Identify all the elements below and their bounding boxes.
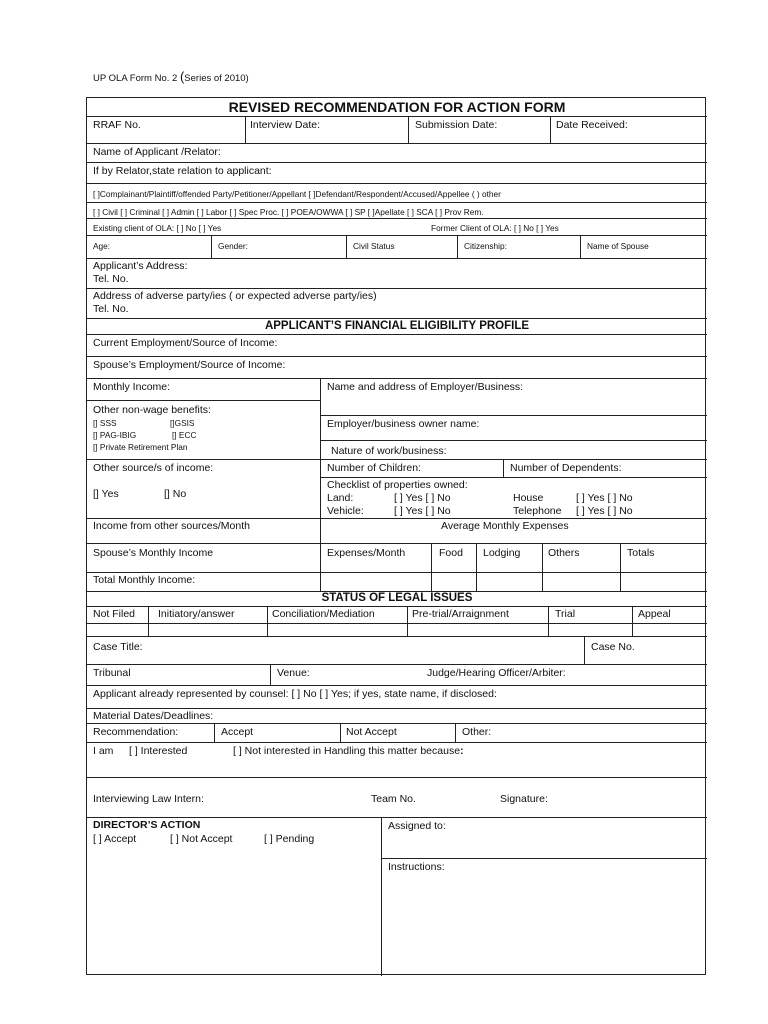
land-label: Land: (327, 492, 354, 504)
expenses-month-label: Expenses/Month (327, 547, 406, 559)
form-number-header (93, 69, 249, 84)
rule (87, 723, 707, 724)
rule (87, 202, 707, 203)
house-label: House (513, 492, 544, 504)
conciliation-column: Conciliation/Mediation (272, 608, 375, 620)
existing-client-checkboxes[interactable]: Existing client of OLA: [ ] No [ ] Yes (93, 223, 222, 233)
interviewing-intern-field[interactable]: Interviewing Law Intern: (93, 793, 204, 805)
instructions-field[interactable]: Instructions: (388, 861, 445, 873)
director-accept-checkbox[interactable]: [ ] Accept (93, 833, 137, 845)
form-title: REVISED RECOMMENDATION FOR ACTION FORM (228, 99, 566, 115)
current-employment-field[interactable]: Current Employment/Source of Income: (93, 337, 278, 349)
house-options[interactable]: [ ] Yes [ ] No (576, 492, 633, 504)
nonwage-label: Other non-wage benefits: (93, 404, 211, 416)
directors-action-heading: DIRECTOR’S ACTION (93, 819, 201, 831)
rule (87, 116, 707, 117)
other-sources-no[interactable]: [] No (164, 488, 187, 500)
rule (381, 817, 382, 976)
applicant-address-field[interactable]: Applicant’s Address: (93, 260, 188, 272)
rule (408, 116, 409, 143)
rule (476, 543, 477, 591)
others-column: Others (548, 547, 580, 559)
rule (87, 742, 707, 743)
rule (87, 288, 707, 289)
rule (320, 440, 707, 441)
counsel-represented-field[interactable]: Applicant already represented by counsel: [ ] No [ ] Yes; if yes, state name, if disclosed: (93, 688, 497, 700)
applicant-tel-field[interactable]: Tel. No. (93, 273, 129, 285)
rule (87, 183, 707, 184)
rule (620, 543, 621, 591)
rule (381, 858, 707, 859)
rule (87, 636, 707, 637)
rule (270, 664, 271, 685)
rule (214, 723, 215, 742)
form-number: UP OLA Form No. 2 (93, 73, 178, 84)
form-series-paren: ( (179, 69, 185, 84)
party-role-checkboxes[interactable]: [ ]Complainant/Plaintiff/offended Party/Petitioner/Appellant [ ]Defendant/Respondent/Accused/Appellee ( ) other (93, 189, 501, 199)
rule (407, 606, 408, 636)
rule (211, 235, 212, 258)
rule (87, 664, 707, 665)
recommendation-label: Recommendation: (93, 726, 179, 738)
adverse-tel-field[interactable]: Tel. No. (93, 303, 129, 315)
assigned-to-field[interactable]: Assigned to: (388, 820, 446, 832)
form-series: Series of 2010) (184, 73, 249, 84)
material-dates-field[interactable]: Material Dates/Deadlines: (93, 710, 214, 722)
rule (550, 116, 551, 143)
tribunal-field[interactable]: Tribunal (93, 667, 131, 679)
recommendation-form (86, 97, 706, 975)
recommend-accept-option[interactable]: Accept (221, 726, 254, 738)
rule (87, 356, 707, 357)
properties-checklist-label: Checklist of properties owned: (327, 479, 468, 491)
spouse-employment-field[interactable]: Spouse’s Employment/Source of Income: (93, 359, 286, 371)
i-am-label: I am (93, 745, 114, 757)
case-no-field[interactable]: Case No. (591, 641, 635, 653)
rule (245, 116, 246, 143)
director-not-accept-checkbox[interactable]: [ ] Not Accept (170, 833, 233, 845)
rule (148, 606, 149, 636)
rule (87, 685, 707, 686)
rule (87, 318, 707, 319)
employer-address-field[interactable]: Name and address of Employer/Business: (327, 381, 524, 393)
gsis-checkbox[interactable]: []GSIS (170, 418, 195, 428)
rule (320, 477, 707, 478)
rule (87, 235, 707, 236)
rule (320, 415, 707, 416)
ecc-checkbox[interactable]: [] ECC (172, 430, 197, 440)
rule (87, 777, 707, 778)
rule (87, 623, 707, 624)
case-type-checkboxes[interactable]: [ ] Civil [ ] Criminal [ ] Admin [ ] Labor [ ] Spec Proc. [ ] POEA/OWWA [ ] SP [ ]Apellate [ ] SCA [ ] Prov Rem. (93, 207, 484, 217)
civil-status-field[interactable]: Civil Status (353, 241, 395, 251)
employer-owner-field[interactable]: Employer/business owner name: (327, 418, 480, 430)
former-client-checkboxes[interactable]: Former Client of OLA: [ ] No [ ] Yes (431, 223, 559, 233)
gender-field[interactable]: Gender: (218, 241, 248, 251)
rule (548, 606, 549, 636)
rule (542, 543, 543, 591)
director-pending-checkbox[interactable]: [ ] Pending (264, 833, 315, 845)
rule (431, 543, 432, 591)
submission-date-field[interactable]: Submission Date: (415, 119, 498, 131)
not-interested-colon: : (460, 745, 464, 757)
other-sources-yes[interactable]: [] Yes (93, 488, 119, 500)
rule (87, 334, 707, 335)
interview-date-field[interactable]: Interview Date: (250, 119, 321, 131)
financial-profile-heading: APPLICANT’S FINANCIAL ELIGIBILITY PROFILE (264, 320, 530, 332)
judge-field[interactable]: Judge/Hearing Officer/Arbiter: (427, 667, 566, 679)
spouse-name-field[interactable]: Name of Spouse (587, 241, 649, 251)
rule (346, 235, 347, 258)
recommend-other-option[interactable]: Other: (462, 726, 492, 738)
other-sources-label: Other source/s of income: (93, 462, 214, 474)
total-monthly-income-field[interactable]: Total Monthly Income: (93, 574, 196, 586)
rule (87, 708, 707, 709)
spouse-monthly-income-field[interactable]: Spouse’s Monthly Income (93, 547, 214, 559)
rule (267, 606, 268, 636)
applicant-name-field[interactable]: Name of Applicant /Relator: (93, 146, 221, 158)
not-interested-label: [ ] Not interested in Handling this matter because (233, 745, 461, 757)
food-column: Food (439, 547, 463, 559)
rule (87, 143, 707, 144)
initiatory-column: Initiatory/answer (158, 608, 235, 620)
rule (87, 258, 707, 259)
rule (320, 378, 321, 592)
age-field[interactable]: Age: (93, 241, 111, 251)
rule (87, 162, 707, 163)
case-title-field[interactable]: Case Title: (93, 641, 143, 653)
nature-of-work-field[interactable]: Nature of work/business: (331, 445, 447, 457)
telephone-options[interactable]: [ ] Yes [ ] No (576, 505, 633, 517)
pagibig-checkbox[interactable]: [] PAG-IBIG (93, 430, 137, 440)
not-interested-checkbox[interactable] (233, 745, 464, 757)
relator-relation-field[interactable]: If by Relator,state relation to applicant: (93, 165, 272, 177)
not-filed-column: Not Filed (93, 608, 136, 620)
rule (87, 543, 707, 544)
adverse-address-field[interactable]: Address of adverse party/ies ( or expected adverse party/ies) (93, 290, 377, 302)
trial-column: Trial (555, 608, 576, 620)
rule (87, 572, 707, 573)
vehicle-label: Vehicle: (327, 505, 364, 517)
rule (87, 378, 707, 379)
vehicle-options[interactable]: [ ] Yes [ ] No (394, 505, 451, 517)
avg-expenses-label: Average Monthly Expenses (441, 520, 569, 532)
rule (87, 817, 707, 818)
income-other-month-field[interactable]: Income from other sources/Month (93, 520, 250, 532)
team-no-field[interactable]: Team No. (371, 793, 416, 805)
rule (584, 636, 585, 664)
lodging-column: Lodging (483, 547, 521, 559)
rule (87, 218, 707, 219)
rule (87, 518, 707, 519)
rule (87, 400, 320, 401)
telephone-label: Telephone (513, 505, 562, 517)
rraf-no-field[interactable]: RRAF No. (93, 119, 141, 131)
venue-field[interactable]: Venue: (277, 667, 310, 679)
land-options[interactable]: [ ] Yes [ ] No (394, 492, 451, 504)
rule (457, 235, 458, 258)
rule (580, 235, 581, 258)
rule (503, 459, 504, 477)
sss-checkbox[interactable]: [] SSS (93, 418, 117, 428)
rule (340, 723, 341, 742)
legal-issues-heading: STATUS OF LEGAL ISSUES (321, 592, 473, 604)
num-children-field[interactable]: Number of Children: (327, 462, 421, 474)
appeal-column: Appeal (638, 608, 671, 620)
date-received-field[interactable]: Date Received: (556, 119, 628, 131)
signature-field[interactable]: Signature: (500, 793, 548, 805)
recommend-not-accept-option[interactable]: Not Accept (346, 726, 397, 738)
citizenship-field[interactable]: Citizenship: (464, 241, 507, 251)
interested-checkbox[interactable]: [ ] Interested (129, 745, 188, 757)
rule (455, 723, 456, 742)
rule (87, 459, 707, 460)
retirement-checkbox[interactable]: [] Private Retirement Plan (93, 442, 188, 452)
totals-column: Totals (627, 547, 655, 559)
rule (87, 606, 707, 607)
monthly-income-field[interactable]: Monthly Income: (93, 381, 171, 393)
pretrial-column: Pre-trial/Arraignment (412, 608, 509, 620)
num-dependents-field[interactable]: Number of Dependents: (510, 462, 622, 474)
rule (632, 606, 633, 636)
